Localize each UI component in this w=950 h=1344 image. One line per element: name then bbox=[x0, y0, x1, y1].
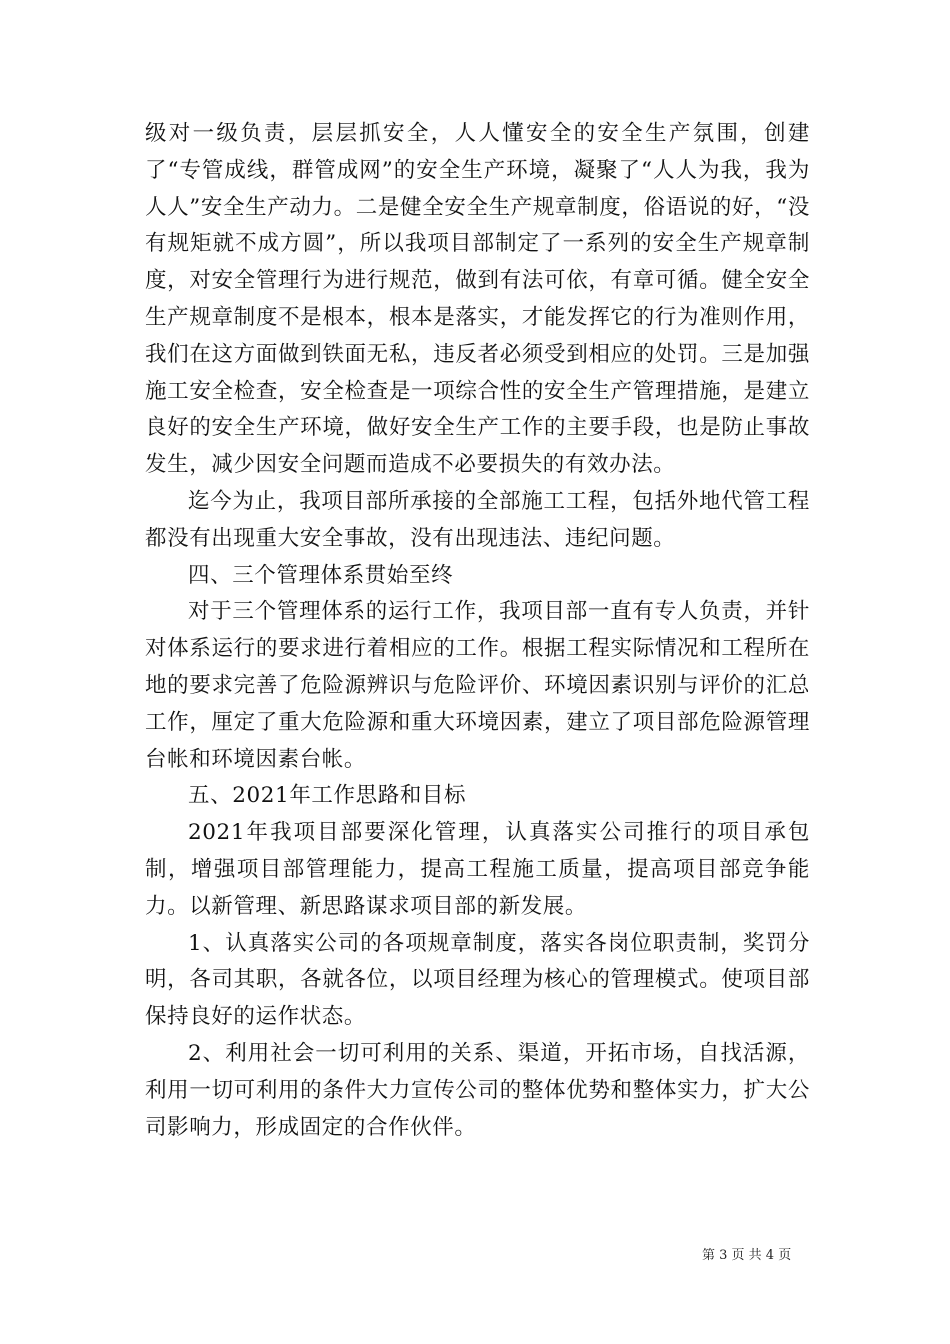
paragraph-item-2: 2、利用社会一切可利用的关系、渠道，开拓市场，自找活源，利用一切可利用的条件大力宣传公司的整体优势和整体实力，扩大公司影响力，形成固定的合作伙伴。 bbox=[145, 1040, 810, 1140]
paragraph-safety-measures: 级对一级负责，层层抓安全，人人懂安全的安全生产氛围，创建了“专管成线，群管成网”的安全生产环境，凝聚了“人人为我，我为人人”安全生产动力。二是健全安全生产规章制度，俗语说的好，“没有规矩就不成方圆”，所以我项目部制定了一系列的安全生产规章制度，对安全管理行为进行规范，做到有法可依，有章可循。健全安全生产规章制度不是根本，根本是落实，才能发挥它的行为准则作用，我们在这方面做到铁面无私，违反者必须受到相应的处罚。三是加强施工安全检查，安全检查是一项综合性的安全生产管理措施，是建立良好的安全生产环境，做好安全生产工作的主要手段，也是防止事故发生，减少因安全问题而造成不必要损失的有效办法。 bbox=[145, 121, 810, 478]
page-number-footer: 第 3 页 共 4 页 bbox=[702, 1248, 792, 1263]
paragraph-no-accidents: 迄今为止，我项目部所承接的全部施工工程，包括外地代管工程都没有出现重大安全事故，没有出现违法、违纪问题。 bbox=[145, 488, 810, 551]
paragraph-work-plan: 2021年我项目部要深化管理，认真落实公司推行的项目承包制，增强项目部管理能力，提高工程施工质量，提高项目部竞争能力。以新管理、新思路谋求项目部的新发展。 bbox=[145, 820, 810, 919]
document-body bbox=[145, 116, 810, 1146]
paragraph-management-systems: 对于三个管理体系的运行工作，我项目部一直有专人负责，并针对体系运行的要求进行着相应的工作。根据工程实际情况和工程所在地的要求完善了危险源辨识与危险评价、环境因素识别与评价的汇总工作，厘定了重大危险源和重大环境因素，建立了项目部危险源管理台帐和环境因素台帐。 bbox=[145, 599, 810, 772]
paragraph-item-1: 1、认真落实公司的各项规章制度，落实各岗位职责制，奖罚分明，各司其职，各就各位，以项目经理为核心的管理模式。使项目部保持良好的运作状态。 bbox=[145, 930, 810, 1030]
section-heading-work-plan: 五、2021年工作思路和目标 bbox=[188, 783, 467, 809]
section-heading-management-systems: 四、三个管理体系贯始至终 bbox=[188, 562, 454, 588]
